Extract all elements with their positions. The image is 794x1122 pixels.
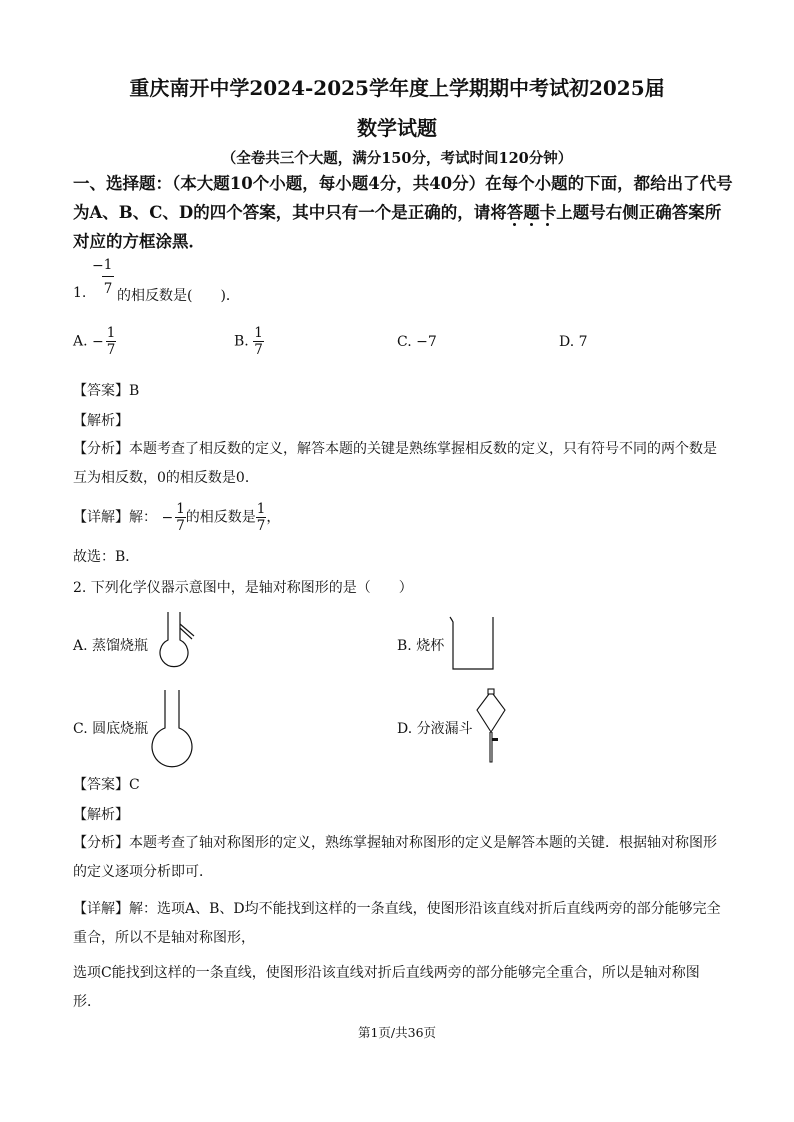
option-value: −7 <box>416 334 437 350</box>
emph-char: 答 <box>506 203 524 222</box>
option-value: 7 <box>578 334 588 350</box>
separatory-funnel-icon <box>474 688 510 764</box>
q1-analysis: 【分析】本题考查了相反数的定义，解答本题的关键是熟练掌握相反数的定义，只有符号不同的两个数是互为相反数，0的相反数是0． <box>73 441 717 486</box>
round-bottom-flask-icon <box>148 688 196 768</box>
section-text-1: 一、选择题：（本大题10个小题，每小题4分，共40分）在每个小题的下面，都给出了代号为A、B、C、D的四个答案，其中只有一个是正确的，请将 <box>73 174 733 222</box>
option-letter: B. <box>234 333 249 350</box>
beaker-icon <box>448 614 498 672</box>
q1-answer: 【答案】B <box>73 383 140 399</box>
exam-subtitle: 数学试题 <box>357 116 437 140</box>
q2-option-a[interactable]: A. 蒸馏烧瓶 <box>73 638 149 654</box>
q1-option-d[interactable] <box>559 334 588 350</box>
q2-analysis: 【分析】本题考查了轴对称图形的定义，熟练掌握轴对称图形的定义是解答本题的关键．根据轴对称图形的定义逐项分析即可． <box>73 835 717 880</box>
exam-title: 重庆南开中学2024-2025学年度上学期期中考试初2025届 <box>129 76 665 100</box>
detail-fraction: $\frac{1}{7}$ <box>176 501 185 534</box>
section-instructions <box>73 169 733 256</box>
q2-answer: 【答案】C <box>73 777 140 793</box>
q1-option-c[interactable] <box>397 334 437 350</box>
page-footer: 第1页/共36页 <box>357 1025 437 1040</box>
q1-option-a[interactable] <box>73 325 116 358</box>
q1-stem-fraction-bar <box>102 276 114 277</box>
q1-option-b[interactable] <box>234 325 264 358</box>
q1-stem-numerator: 1 <box>103 257 113 273</box>
q1-stem-tail: 的相反数是( )． <box>117 288 240 304</box>
q2-detail-2: 选项C能找到这样的一条直线，使图形沿该直线对折后直线两旁的部分能够完全重合，所以是轴对称图形． <box>73 965 700 1010</box>
q2-detail-1: 【详解】解：选项A、B、D均不能找到这样的一条直线，使图形沿该直线对折后直线两旁的部分能够完全重合，所以不是轴对称图形， <box>73 901 721 946</box>
emph-char: 卡 <box>539 203 557 222</box>
q1-detail: 【详解】解： − $\frac{1}{7}$ 的相反数是 $\frac{1}{7}$ ， <box>73 501 281 534</box>
section-text-2: 上题号右侧正确答案所对应的方框涂黑． <box>73 203 722 251</box>
q1-stem-denominator: 7 <box>103 281 113 297</box>
option-letter: D. <box>559 334 575 350</box>
q2-stem: 2. 下列化学仪器示意图中，是轴对称图形的是（ ） <box>73 580 413 596</box>
exam-note: （全卷共三个大题，满分150分，考试时间120分钟） <box>221 150 573 167</box>
option-fraction: $\frac{1}{7}$ <box>254 325 263 358</box>
distillation-flask-icon <box>150 610 200 682</box>
q1-analysis-label: 【解析】 <box>73 413 129 429</box>
q2-option-d[interactable]: D. 分液漏斗 <box>397 721 473 737</box>
option-fraction: $\frac{1}{7}$ <box>106 325 116 358</box>
q1-number: 1. <box>73 285 87 301</box>
q2-option-c[interactable]: C. 圆底烧瓶 <box>73 721 149 737</box>
q1-conclusion: 故选：B． <box>73 549 140 565</box>
option-sign: − <box>92 333 104 350</box>
detail-fraction: $\frac{1}{7}$ <box>256 501 266 534</box>
option-letter: C. <box>397 334 412 350</box>
emph-char: 题 <box>523 203 540 222</box>
q2-option-b[interactable]: B. 烧杯 <box>397 638 445 654</box>
q1-stem-minus: − <box>92 258 104 274</box>
q2-analysis-label: 【解析】 <box>73 807 129 823</box>
option-letter: A. <box>73 333 88 350</box>
